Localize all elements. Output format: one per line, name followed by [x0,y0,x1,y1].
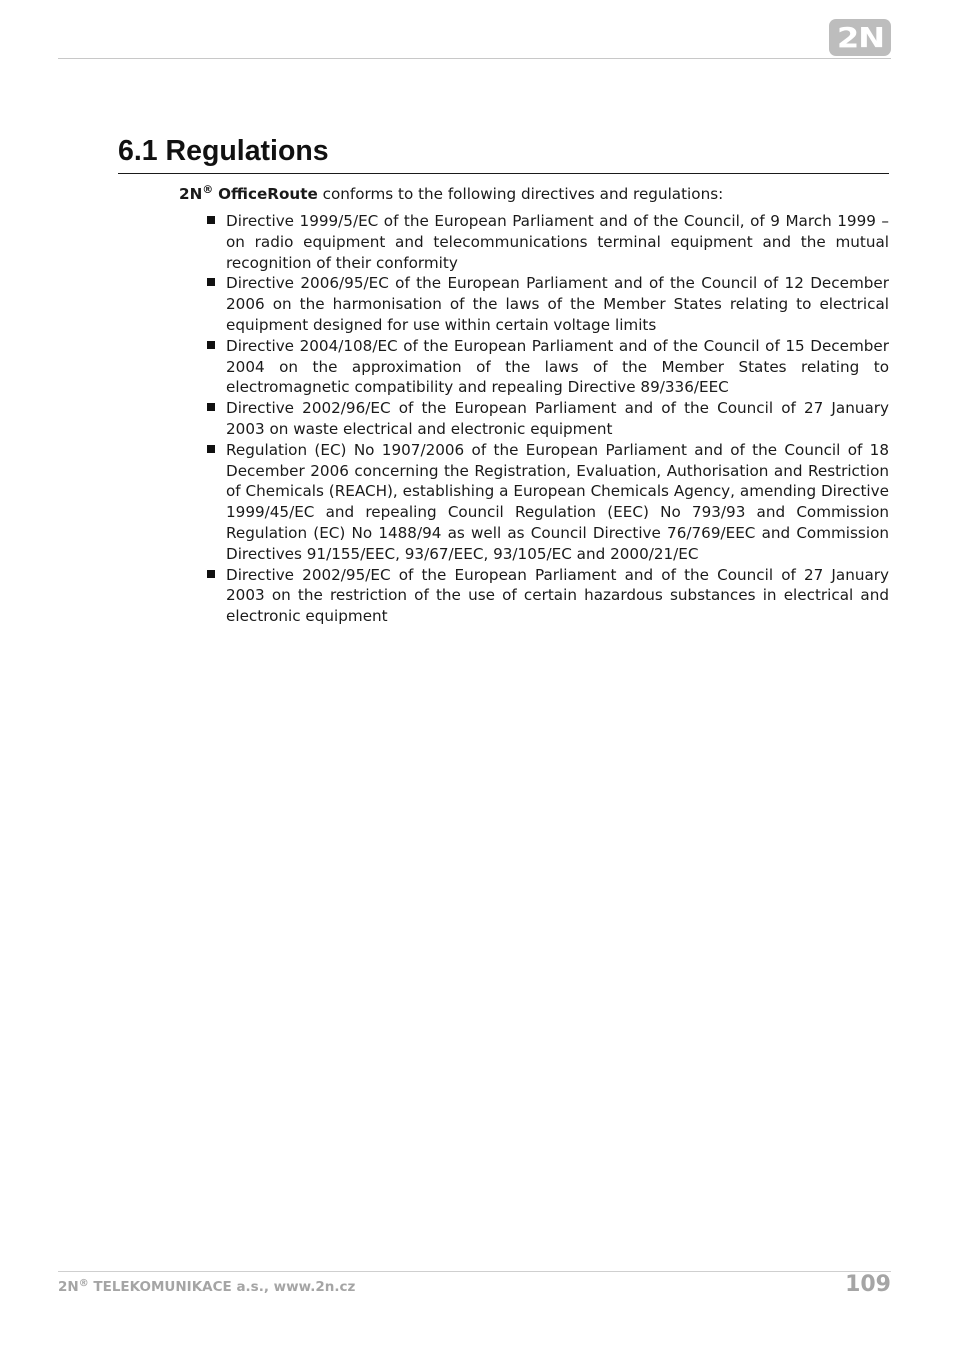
list-item [226,211,889,273]
list-item-text: Directive 2004/108/EC of the European Parliament and of the Council of 15 December 2004 on the approximation of the laws of the Member States relating to electromagnetic compatibility and repealing Directive 89/336/EEC [226,336,889,397]
footer-company [58,1279,355,1295]
bullet-square-icon [207,403,215,411]
logo-text: 2N [836,20,884,54]
intro-registered-mark: ® [202,183,214,196]
bullet-square-icon [207,570,215,578]
bullet-square-icon [207,445,215,453]
list-item [226,273,889,335]
intro-paragraph [179,182,889,206]
list-item-text: Directive 2006/95/EC of the European Parliament and of the Council of 12 December 2006 on the harmonisation of the laws of the Member States relating to electrical equipment designed for use within certain voltage limits [226,274,889,334]
list-item [226,440,889,565]
footer-divider [58,1271,891,1272]
page-number: 109 [845,1272,891,1297]
footer-registered-mark: ® [78,1278,89,1289]
company-logo [829,19,891,56]
list-item [226,565,889,627]
list-item-text: Directive 2002/96/EC of the European Parliament and of the Council of 27 January 2003 on waste electrical and electronic equipment [226,399,889,438]
list-item-text: Directive 2002/95/EC of the European Parliament and of the Council of 27 January 2003 on the restriction of the use of certain hazardous substances in electrical and electronic equipment [226,565,889,626]
list-item-text: Regulation (EC) No 1907/2006 of the European Parliament and of the Council of 18 December 2006 concerning the Registration, Evaluation, Authorisation and Restriction of Chemicals (REACH), establishing a European Chemicals Agency, amending Directive 1999/45/EC and repealing Council Regulation (EEC) No 793/93 and Commission Regulation (EC) No 1488/94 as well as Council Directive 76/769/EEC and Commission Directives 91/155/EEC, 93/67/EEC, 93/105/EC and 2000/21/EC [226,440,889,563]
list-item-text: Directive 1999/5/EC of the European Parliament and of the Council, of 9 March 1999 – on radio equipment and telecommunications terminal equipment and the mutual recognition of their conformity [226,212,889,272]
section-title: 6.1 Regulations [118,134,889,174]
bullet-square-icon [207,341,215,349]
intro-brand: 2N [179,185,203,203]
header-divider [58,58,891,59]
intro-product-name: OfficeRoute [218,185,318,203]
list-item [226,398,889,440]
footer-brand: 2N [58,1279,79,1295]
bullet-square-icon [207,278,215,286]
intro-text: conforms to the following directives and regulations: [317,185,724,203]
regulations-list [226,211,889,627]
bullet-square-icon [207,216,215,224]
list-item [226,336,889,398]
footer-company-text: TELEKOMUNIKACE a.s., www.2n.cz [88,1279,356,1295]
